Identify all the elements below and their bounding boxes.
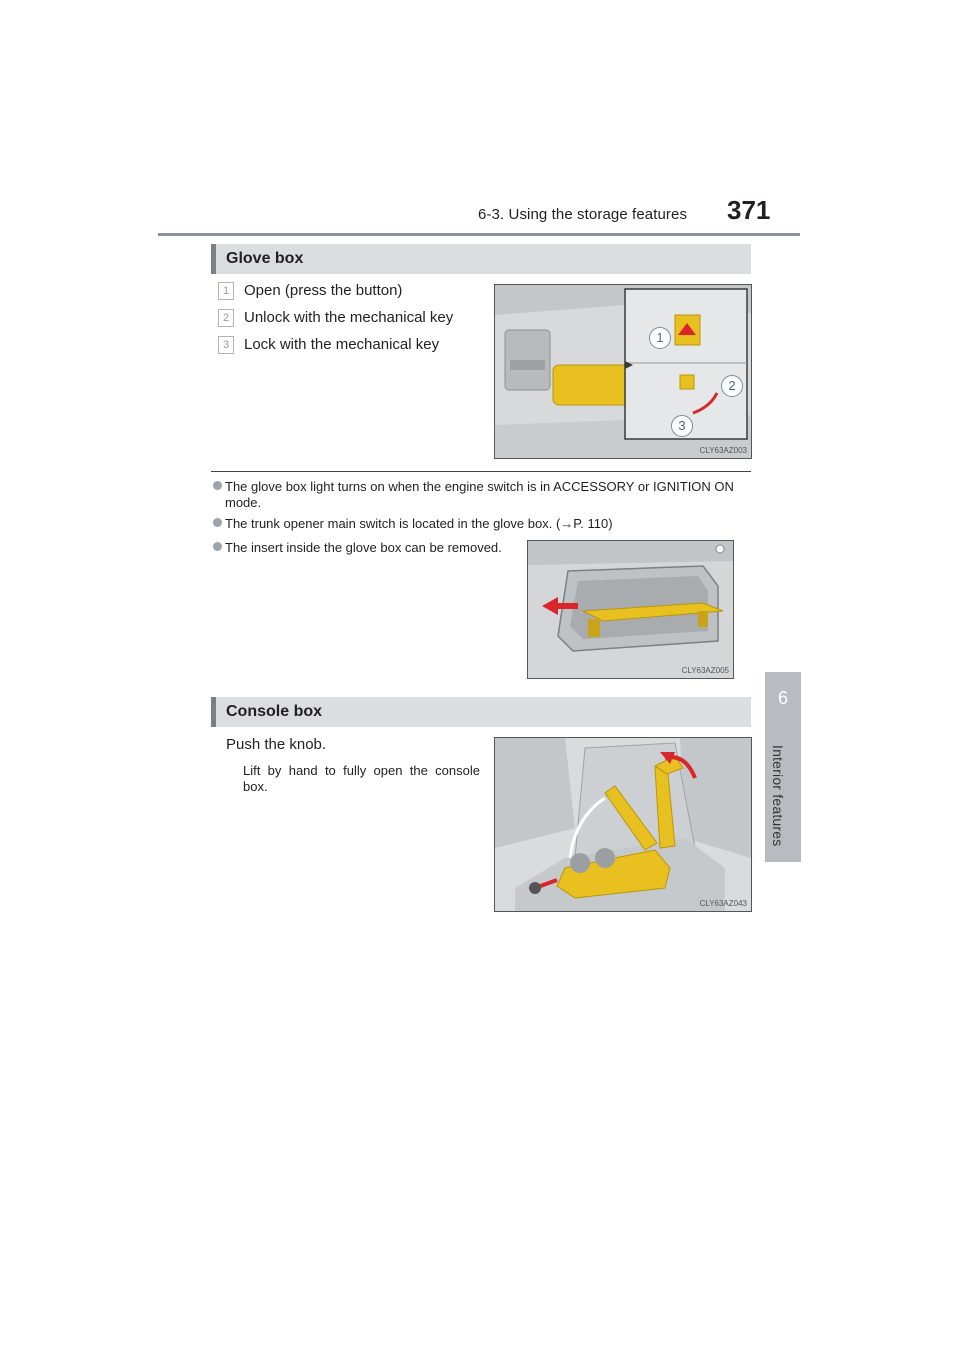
console-instruction: Push the knob. bbox=[226, 736, 327, 753]
page-number: 371 bbox=[727, 195, 771, 225]
figure-code: CLY63AZ043 bbox=[699, 899, 747, 908]
bullet-icon bbox=[213, 518, 222, 527]
callout-3: 3 bbox=[671, 415, 693, 437]
chapter-number: 6 bbox=[777, 688, 788, 708]
step-number: 2 bbox=[218, 309, 234, 327]
glove-box-heading bbox=[211, 244, 751, 274]
note-divider bbox=[211, 471, 751, 472]
callout-2: 2 bbox=[721, 375, 743, 397]
bullet-icon bbox=[213, 481, 222, 490]
note-text: The trunk opener main switch is located in the glove box. (→P. 110) bbox=[225, 516, 613, 531]
bullet-icon bbox=[213, 542, 222, 551]
glove-box-insert-figure bbox=[527, 540, 734, 679]
console-illustration bbox=[495, 738, 751, 911]
console-sub-instruction: Lift by hand to fully open the console box. bbox=[243, 763, 480, 794]
note-item bbox=[225, 516, 750, 532]
step-item bbox=[218, 336, 439, 354]
console-box-figure bbox=[494, 737, 752, 912]
console-box-heading-text: Console box bbox=[226, 703, 323, 720]
step-text: Unlock with the mechanical key bbox=[244, 309, 454, 326]
figure-code: CLY63AZ003 bbox=[699, 446, 747, 455]
step-number: 1 bbox=[218, 282, 234, 300]
header-rule bbox=[158, 233, 800, 236]
note-item bbox=[225, 540, 513, 556]
figure-code: CLY63AZ005 bbox=[681, 666, 729, 675]
note-text: The glove box light turns on when the engine switch is in ACCESSORY or IGNITION ON mode. bbox=[225, 479, 734, 510]
callout-1: 1 bbox=[649, 327, 671, 349]
section-title: 6-3. Using the storage features bbox=[478, 206, 688, 223]
glove-box-illustration bbox=[495, 285, 751, 458]
chapter-title: Interior features bbox=[770, 745, 786, 847]
step-item bbox=[218, 309, 453, 327]
console-box-heading bbox=[211, 697, 751, 727]
insert-illustration bbox=[528, 541, 733, 678]
glove-box-figure bbox=[494, 284, 752, 459]
step-item bbox=[218, 282, 402, 300]
step-number: 3 bbox=[218, 336, 234, 354]
note-item bbox=[225, 479, 750, 511]
glove-box-heading-text: Glove box bbox=[226, 250, 304, 267]
note-text: The insert inside the glove box can be removed. bbox=[225, 540, 502, 555]
step-text: Lock with the mechanical key bbox=[244, 336, 440, 353]
step-text: Open (press the button) bbox=[244, 282, 403, 299]
